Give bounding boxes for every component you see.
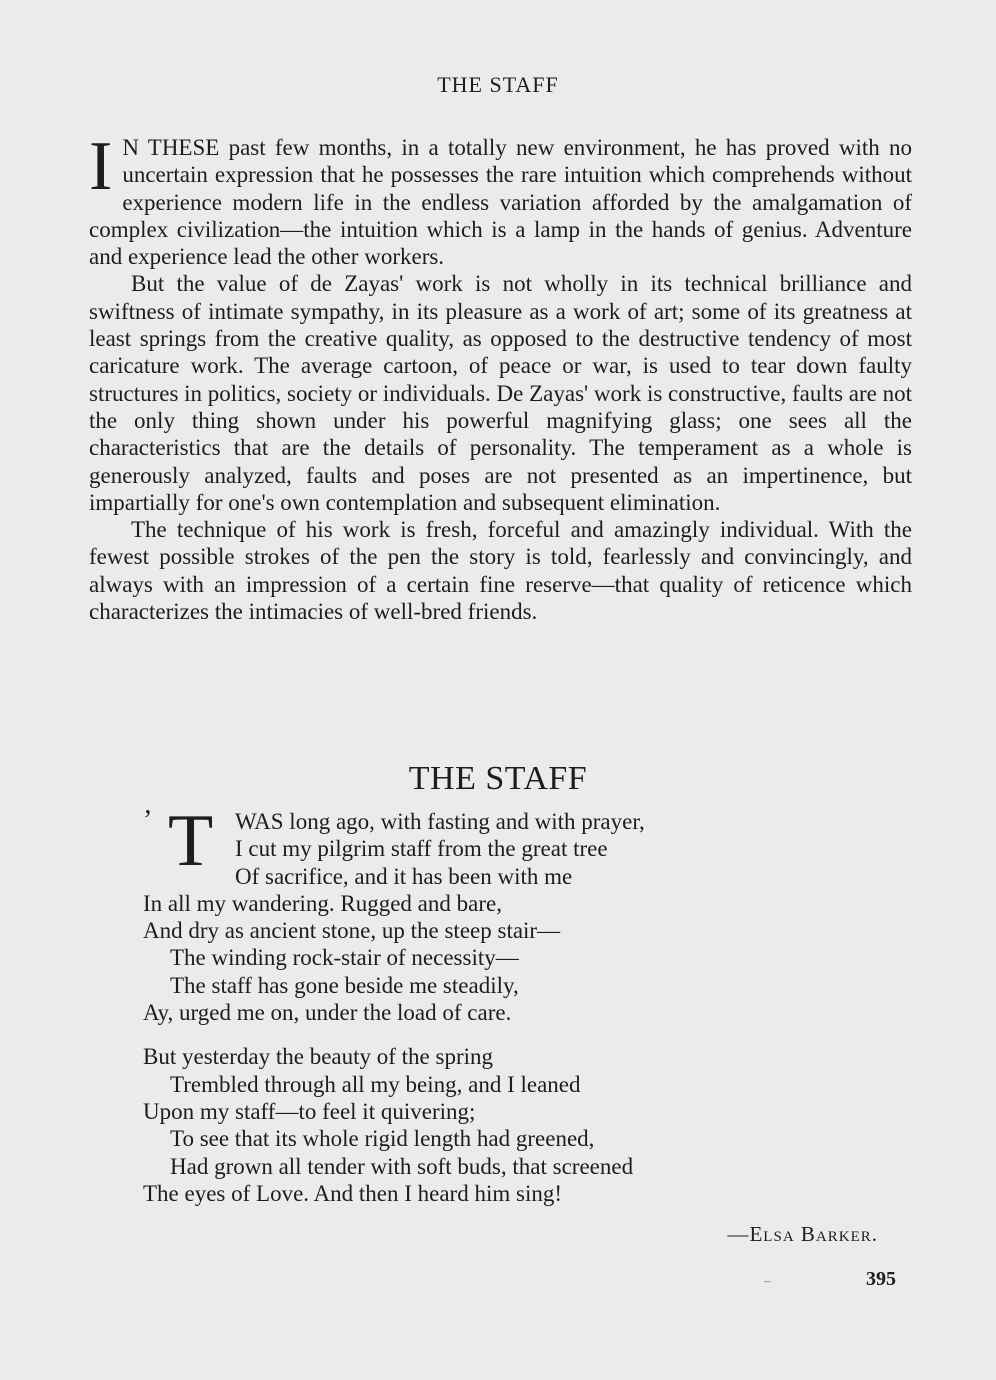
stray-mark: – [764, 1274, 771, 1289]
poem-attribution [727, 1222, 878, 1247]
poem-line: I cut my pilgrim staff from the great tree [235, 836, 608, 862]
attribution-dash: — [727, 1222, 750, 1246]
poem-line: Had grown all tender with soft buds, that screened [170, 1153, 634, 1179]
poem-line: The winding rock-stair of necessity— [170, 945, 519, 971]
poem-line: In all my wandering. Rugged and bare, [143, 890, 502, 916]
poem-line: Ay, urged me on, under the load of care. [143, 1000, 512, 1026]
poem-line: But yesterday the beauty of the spring [143, 1044, 494, 1070]
poem-line: The eyes of Love. And then I heard him sing! [143, 1180, 562, 1206]
stanza-2 [143, 1043, 843, 1207]
poem-line: To see that its whole rigid length had greened, [170, 1126, 595, 1152]
drop-cap: I [89, 128, 113, 205]
poem-title: THE STAFF [408, 760, 588, 797]
paragraph-3: The technique of his work is fresh, forceful and amazingly individual. With the fewest possible strokes of the pen the story is told, fearlessly and convincingly, and always with an impression of a certain fine reserve—that quality of reticence which characterizes the intimacies of well-bred friends. [89, 517, 912, 625]
page-number: 395 [866, 1268, 896, 1290]
poem [143, 800, 843, 1207]
drop-cap-apostrophe: ’ [143, 805, 153, 836]
poem-line: And dry as ancient stone, up the steep stair— [143, 918, 561, 944]
stanza-1 [143, 800, 843, 1026]
poem-line: Of sacrifice, and it has been with me [235, 863, 573, 889]
paragraph-1 [89, 128, 912, 270]
paragraph-1-text: N THESE past few months, in a totally new environment, he has proved with no uncertain expression that he possesses the rare intuition which comprehends without experience modern life in the endless variation afforded by the amalgamation of complex civilization—the intuition which is a lamp in the hands of genius. Adventure and experience lead the other workers. [89, 135, 912, 270]
poem-line: The staff has gone beside me steadily, [170, 972, 519, 998]
paragraph-2: But the value of de Zayas' work is not wholly in its technical brilliance and swiftness of intimate sympathy, in its pleasure as a work of art; some of its greatness at least springs from the creative quality, as opposed to the destructive tendency of most caricature work. The average cartoon, of peace or war, is used to tear down faulty structures in politics, society or individuals. De Zayas' work is constructive, faults are not the only thing shown under his powerful magnifying glass; one sees all the characteristics that are the details of personality. The temperament as a whole is generously analyzed, faults and poses are not presented as an impertinence, but impartially for one's own contemplation and subsequent elimination. [89, 271, 913, 515]
essay-text [89, 128, 913, 625]
attribution-name: Elsa Barker. [749, 1222, 878, 1246]
poem-line: Upon my staff—to feel it quivering; [143, 1098, 476, 1124]
poem-drop-cap: T [168, 800, 214, 882]
poem-line: Trembled through all my being, and I leaned [170, 1071, 581, 1097]
poem-line: WAS long ago, with fasting and with prayer, [235, 809, 645, 834]
running-head: THE STAFF [437, 72, 559, 97]
